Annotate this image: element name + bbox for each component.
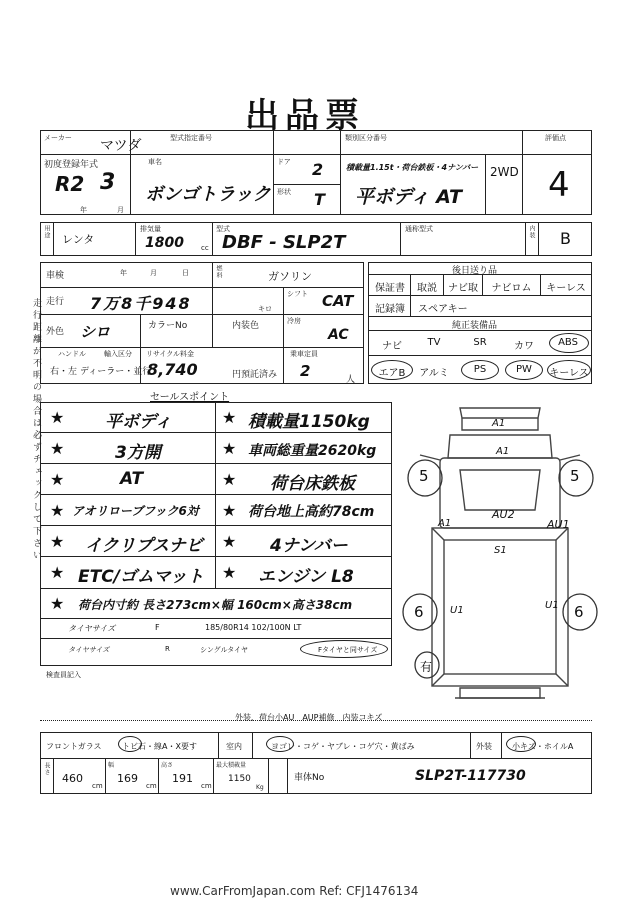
length-value: 460 (62, 772, 83, 785)
common-model-label: 通称型式 (405, 225, 433, 233)
damage-mark: 6 (574, 603, 584, 621)
ac-value: AC (328, 327, 349, 343)
shift-label: シフト (287, 290, 308, 298)
equip-item: アルミ (419, 368, 449, 379)
width-label: 幅 (108, 762, 115, 769)
use-label: 用途 (43, 225, 50, 239)
exterior-color-value: シロ (80, 323, 111, 341)
doors-label: ドア (277, 158, 291, 166)
interior-label: 内装 (528, 225, 535, 239)
equip-item: PW (516, 364, 532, 375)
load-value: 1150 (228, 774, 251, 784)
sales-point: 平ボディ (105, 412, 172, 432)
star-icon: ★ (50, 439, 65, 458)
equip-circle-pw (505, 360, 543, 380)
damage-mark: A1 (496, 446, 510, 457)
tire-r: R (165, 645, 170, 653)
damage-mark: 有 (420, 660, 433, 674)
equip-item: カワ (514, 341, 534, 352)
load-label: 最大積載量 (216, 762, 247, 769)
equip-circle-keyless (547, 360, 591, 380)
body-style-value: 平ボディ AT (355, 186, 462, 208)
damage-mark: AU1 (547, 518, 570, 531)
year-value: 3 (100, 170, 116, 195)
tire-same-circle (300, 640, 388, 658)
windshield-value: トビ石・線A・X要す (122, 742, 197, 751)
exterior-cond-label: 外装 (476, 742, 492, 751)
equip-item: ABS (558, 337, 578, 348)
displacement-label: 排気量 (140, 225, 161, 233)
star-icon: ★ (50, 594, 65, 613)
equip-item: PS (473, 364, 487, 375)
sales-point: エンジン L8 (258, 567, 354, 587)
width-value: 169 (117, 772, 138, 785)
sales-point: 3方開 (115, 443, 161, 463)
sales-point: イクリプスナビ (85, 536, 203, 556)
recycle-value: 8,740 (147, 360, 198, 379)
model-value: DBF - SLP2T (222, 232, 346, 253)
damage-mark: A1 (438, 518, 452, 529)
month-unit: 月 (117, 206, 124, 214)
model-label: 型式 (216, 225, 230, 233)
interior-cond-label: 室内 (226, 742, 242, 751)
equip-item: ナビ (382, 341, 402, 352)
equip-circle-airbag (371, 360, 413, 380)
damage-mark: A1 (492, 418, 506, 429)
star-icon: ★ (50, 470, 65, 489)
shape-label: 形状 (277, 188, 291, 196)
bed-size: 荷台内寸約 長さ273cm×幅 160cm×高さ38cm (78, 598, 353, 612)
fuel-value: ガソリン (268, 270, 312, 283)
sales-point: 4ナンバー (270, 536, 348, 556)
sales-point: 積載量1150kg (248, 412, 370, 432)
exterior-circle (506, 736, 536, 752)
sales-point: ETC/ゴムマット (78, 567, 204, 587)
note-small: 積載量1.15t・荷台鉄板・4ナンバー (346, 163, 479, 172)
person-unit: 人 (346, 375, 356, 385)
color-no-label: カラーNo (148, 321, 188, 331)
capacity-label: 乗車定員 (290, 350, 318, 358)
inspection-day: 日 (182, 269, 189, 277)
type-code-label: 型式指定番号 (170, 134, 212, 142)
tire-same: Fタイヤと同サイズ (318, 646, 378, 654)
star-icon: ★ (222, 408, 237, 427)
exterior-color-label: 外色 (46, 327, 65, 337)
damage-mark: U1 (450, 605, 464, 616)
maker-value: マツダ (100, 138, 142, 154)
inspection-year: 年 (120, 269, 127, 277)
docs-item: キーレス (546, 283, 586, 294)
windshield-label: フロントガラス (46, 742, 102, 751)
height-value: 191 (172, 772, 193, 785)
maker-label: メーカー (44, 134, 72, 142)
mileage-note-vertical: 走行距離が不明の場合は必ずチェックして下さい (31, 298, 41, 562)
star-icon: ★ (50, 501, 65, 520)
import-value: ディーラー・並行 (80, 367, 152, 377)
docs-record-value: スペアキー (418, 304, 468, 315)
damage-mark: AU2 (492, 508, 515, 521)
sales-point: AT (120, 469, 144, 489)
grade-label: 評価点 (545, 134, 566, 142)
damage-mark: 6 (414, 603, 424, 621)
equip-item: エアB (378, 368, 406, 379)
damage-mark: U1 (545, 600, 559, 611)
height-label: 高さ (161, 762, 174, 769)
import-label: 輸入区分 (104, 350, 132, 358)
inspection-month: 月 (150, 269, 157, 277)
sales-point: アオリローブフック6対 (72, 504, 199, 518)
page-title: 出品票 (245, 96, 365, 136)
sales-title: セールスポイント (150, 392, 230, 403)
car-name-label: 車名 (148, 158, 162, 166)
tire-f: F (155, 623, 160, 632)
star-icon: ★ (222, 439, 237, 458)
tire-size: 185/80R14 102/100N LT (205, 623, 302, 632)
damage-mark: 5 (419, 467, 429, 485)
docs-item: 取説 (417, 283, 437, 294)
sales-point: 車両総重量2620kg (248, 443, 377, 459)
star-icon: ★ (50, 563, 65, 582)
docs-record-label: 記録簿 (375, 304, 405, 315)
km-unit: キロ (258, 305, 272, 313)
inspector-label: 検査員記入 (46, 671, 81, 679)
sales-point: 荷台床鉄板 (270, 474, 355, 494)
handle-label: ハンドル (58, 350, 86, 358)
sales-point: 荷台地上高約78cm (248, 504, 375, 520)
equip-item: SR (473, 337, 487, 348)
height-unit: cm (201, 782, 212, 790)
use-value: レンタ (62, 233, 95, 246)
star-icon: ★ (50, 532, 65, 551)
year-unit: 年 (80, 206, 87, 214)
mileage-value: 7万8千948 (90, 294, 192, 313)
footer-watermark: www.CarFromJapan.com Ref: CFJ1476134 (170, 884, 419, 898)
interior-circle (266, 736, 294, 752)
car-name-value: ボンゴトラック (145, 184, 271, 205)
exterior-cond-value: 小キズ・ホイルA (512, 742, 574, 751)
mileage-label: 走行 (46, 297, 65, 307)
star-icon: ★ (222, 470, 237, 489)
docs-item: 保証書 (375, 283, 405, 294)
star-icon: ★ (222, 501, 237, 520)
docs-item: ナビ取 (448, 283, 478, 294)
interior-grade-value: B (560, 229, 571, 248)
damage-mark: 5 (570, 467, 580, 485)
shift-value: CAT (322, 292, 354, 310)
remarks-value: 外装、荷台小AU AUP補修 内装コキズ (235, 713, 383, 722)
chassis-label: 車体No (294, 773, 325, 783)
length-label: 長さ (43, 762, 50, 776)
equip-circle-ps (461, 360, 499, 380)
inspection-label: 車検 (46, 271, 65, 281)
ac-label: 冷房 (287, 317, 301, 325)
length-unit: cm (92, 782, 103, 790)
era-value: R2 (55, 172, 85, 196)
load-unit: Kg (256, 784, 264, 791)
damage-mark: S1 (494, 545, 507, 556)
equip-circle-abs (549, 333, 589, 353)
docs-title: 後日送り品 (452, 266, 498, 276)
recycle-note: 円預託済み (232, 370, 278, 380)
star-icon: ★ (222, 532, 237, 551)
equip-item: TV (427, 337, 441, 348)
star-icon: ★ (50, 408, 65, 427)
tire-label: タイヤサイズ (68, 624, 116, 633)
first-reg-label: 初度登録年式 (44, 160, 99, 170)
displacement-value: 1800 (145, 235, 184, 251)
equip-item: キーレス (549, 368, 589, 379)
interior-color-label: 内装色 (232, 321, 260, 331)
recycle-label: リサイクル料金 (146, 350, 195, 358)
docs-item: ナビロム (491, 283, 532, 294)
grade-value: 4 (548, 165, 570, 205)
windshield-circle (118, 736, 142, 752)
capacity-value: 2 (300, 362, 311, 380)
chassis-value: SLP2T-117730 (415, 768, 526, 784)
tire-label-r: タイヤサイズ (68, 646, 110, 654)
star-icon: ★ (222, 563, 237, 582)
drive-value: 2WD (490, 165, 519, 179)
shape-value: T (314, 190, 325, 209)
interior-cond-value: ヨゴレ・コゲ・ヤブレ・コゲ穴・黄ばみ (271, 742, 415, 751)
handle-value: 右・左 (50, 367, 78, 377)
tire-single: シングルタイヤ (200, 646, 249, 654)
category-label: 類別区分番号 (345, 134, 387, 142)
doors-value: 2 (312, 160, 324, 179)
width-unit: cm (146, 782, 157, 790)
cc-unit: cc (201, 244, 209, 252)
equip-title: 純正装備品 (452, 321, 498, 331)
fuel-label: 燃料 (215, 265, 222, 279)
